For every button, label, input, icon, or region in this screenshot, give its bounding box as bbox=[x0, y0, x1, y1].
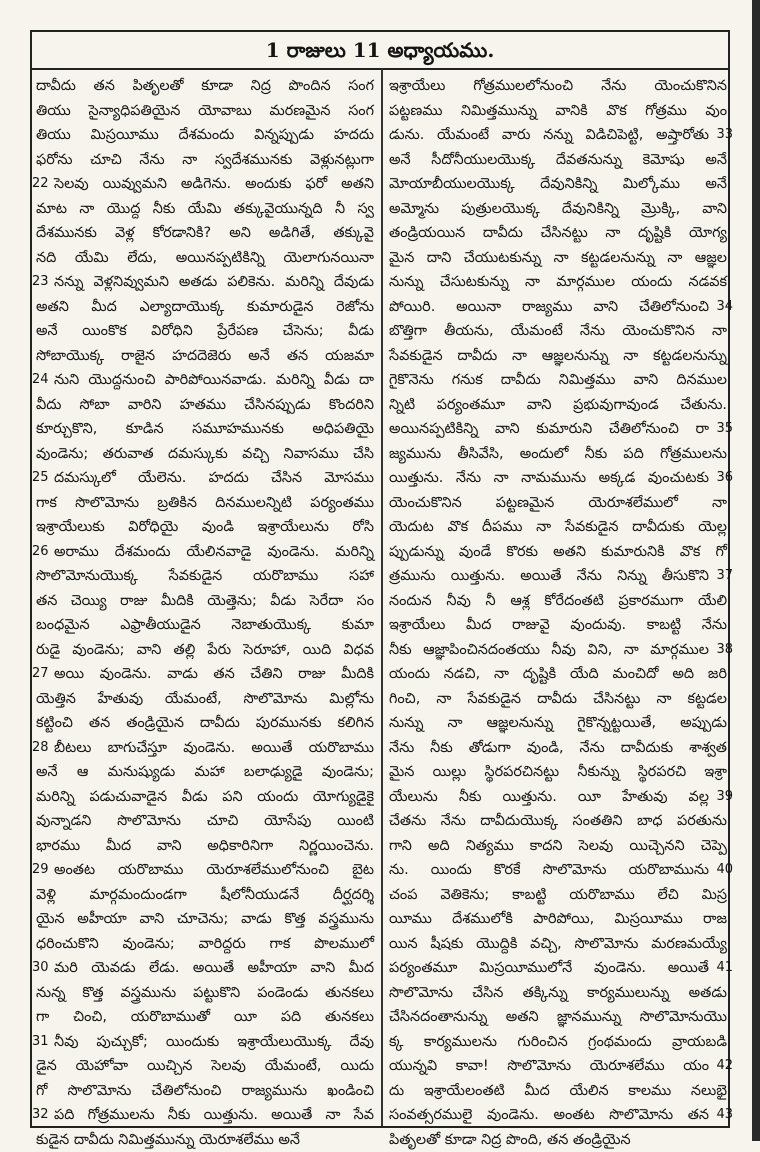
line-text: జ్యమును తీసివేసి, అందులో నీకు పది గోత్రములను bbox=[389, 442, 727, 467]
verse-number: 42 bbox=[716, 1054, 733, 1079]
text-line bbox=[36, 270, 374, 295]
verse-number: 37 bbox=[716, 564, 733, 589]
text-line bbox=[389, 393, 727, 418]
line-text: నీవు పుచ్చుకో; యిందుకు ఇశ్రాయేలుయొక్క దేవు bbox=[36, 1030, 374, 1055]
line-text: మైన యిల్లు స్థిరపరచినట్టు నీకున్ను స్థిరపరచి ఇశ్రా bbox=[389, 760, 727, 785]
text-line bbox=[389, 344, 727, 369]
verse-number: 30 bbox=[32, 956, 49, 981]
line-text: బంధమైన ఎఫ్రాతీయుడైన నెబాతుయొక్క కుమా bbox=[36, 613, 374, 638]
text-line bbox=[36, 736, 374, 761]
line-text: గైకొనెను గనుక దావీదు నిమిత్తము వాని దినముల bbox=[389, 368, 727, 393]
text-line bbox=[36, 74, 374, 99]
line-text: నీకు ఆజ్ఞాపించినదంతయు నీవు విని, నా మార్గముల bbox=[389, 638, 709, 663]
text-line bbox=[389, 148, 727, 173]
text-line bbox=[36, 417, 374, 442]
line-text: నన్ను వెళ్లనివ్వుమని అతడు పలికెను. మరిన్ని దేవుడు bbox=[36, 270, 374, 295]
text-line bbox=[36, 858, 374, 883]
line-text: మాట నా యొద్ద నీకు యేమి తక్కువైయున్నది నీ స్వ bbox=[36, 197, 374, 222]
text-line bbox=[36, 981, 374, 1006]
line-text: అనే ఆ మనుష్యుడు మహా బలాఢ్యుడై వుండెను; bbox=[36, 760, 374, 785]
text-line bbox=[36, 932, 374, 957]
line-text: మైన దాని చేయుటకున్ను నా కట్టడలనున్ను నా ఆజ్ఞల bbox=[389, 246, 727, 271]
text-line bbox=[389, 1128, 727, 1152]
line-text: త్రమును యిత్తును. అయితే నేను నిన్ను తీసుకొని bbox=[389, 564, 709, 589]
text-line bbox=[36, 99, 374, 124]
line-text: ను. యిందు కొరకే సొలొమోను యరొబామును bbox=[389, 858, 709, 883]
text-line bbox=[389, 956, 727, 981]
verse-number: 41 bbox=[716, 956, 733, 981]
line-text: సొలొమోనుయొక్క సేవకుడైన యరొబాము సహా bbox=[36, 564, 374, 589]
text-line bbox=[36, 785, 374, 810]
line-text: ప్పుడున్ను వుండే కొరకు అతని కుమారునికి వొక గో bbox=[389, 540, 727, 565]
line-text: డును. యేమంటే వారు నన్ను విడిచిపెట్టి, అష్తారోతు bbox=[389, 123, 709, 148]
line-text: మోయాబీయులయొక్క దేవునికిన్ని మిల్కోము అనే bbox=[389, 172, 727, 197]
verse-number: 24 bbox=[32, 368, 49, 393]
text-line bbox=[36, 246, 374, 271]
verse-number: 25 bbox=[32, 466, 49, 491]
line-text: వీదు సోబా వారిని హతము చేసినప్పుడు కొందరిని bbox=[36, 393, 374, 418]
verse-number: 35 bbox=[716, 417, 733, 442]
line-text: కట్టించి తన తండ్రియైన దావీదు పురమునకు కలిగిన bbox=[36, 711, 374, 736]
text-line bbox=[36, 638, 374, 663]
text-line bbox=[36, 295, 374, 320]
line-text: యైన అహీయా వాని చూచెను; వాడు కొత్త వస్త్రమును bbox=[36, 907, 374, 932]
line-text: డైన యెహోవా యిచ్చిన సెలవు యేమంటే, యిదు bbox=[36, 1054, 374, 1079]
verse-number: 34 bbox=[716, 295, 733, 320]
line-text: అనే సీదోనీయులయొక్క దేవతనున్ను కెమోషు అనే bbox=[389, 148, 727, 173]
line-text: అంతట యరొబాము యెరూశలేములోనుంచి బైట bbox=[36, 858, 374, 883]
text-line bbox=[389, 1079, 727, 1104]
text-line bbox=[36, 491, 374, 516]
line-text: నున్ను నా ఆజ్ఞలనున్ను గైకొన్నట్టయితే, అప్పుడు bbox=[389, 711, 727, 736]
line-text: యేలును నీకు యిత్తును. యీ హేతువు వల్ల bbox=[389, 785, 709, 810]
line-text: అరాము దేశమందు యేలినవాడై వుండెను. మరిన్ని bbox=[36, 540, 374, 565]
text-line bbox=[36, 564, 374, 589]
line-text: కూర్చుకొని, కూడిన సమూహమునకు అధిపతియై bbox=[36, 417, 374, 442]
text-line bbox=[36, 809, 374, 834]
line-text: పది గోత్రములను నీకు యిత్తును. అయితే నా సేవ bbox=[36, 1103, 374, 1128]
text-line bbox=[389, 760, 727, 785]
text-line bbox=[389, 1054, 727, 1079]
text-line bbox=[389, 221, 727, 246]
right-text-column bbox=[389, 74, 727, 1152]
text-line bbox=[389, 442, 727, 467]
line-text: భారము మీద వాని అధికారినిగా నిర్ణయించెను. bbox=[36, 834, 374, 859]
line-text: సేవకుడైన దావీదు నా ఆజ్ఞలనున్ను నా కట్టడలనున్ను bbox=[389, 344, 727, 369]
text-line bbox=[389, 858, 727, 883]
verse-number: 27 bbox=[32, 662, 49, 687]
text-line bbox=[36, 1030, 374, 1055]
text-line bbox=[389, 1030, 727, 1055]
line-text: తన చెయ్యి రాజు మీదికి యెత్తెను; వీడు సెరేదా సం bbox=[36, 589, 374, 614]
text-line bbox=[36, 172, 374, 197]
verse-number: 36 bbox=[716, 466, 733, 491]
line-text: సోబాయొక్క రాజైన హదదెజెరు అనే తన యజమా bbox=[36, 344, 374, 369]
text-line bbox=[36, 442, 374, 467]
line-text: యెత్తిన హేతువు యేమంటే, సొలొమోను మిల్లోను bbox=[36, 687, 374, 712]
text-line bbox=[36, 687, 374, 712]
line-text: దమస్కులో యేలెను. హదదు చేసిన మోసము bbox=[36, 466, 374, 491]
line-text: దేశమునకు వెళ్ల కోరడానికి? అని అడిగితే, తక్కువై bbox=[36, 221, 374, 246]
text-line bbox=[36, 711, 374, 736]
text-line bbox=[389, 883, 727, 908]
verse-number: 31 bbox=[32, 1030, 49, 1055]
line-text: తియు మిస్రయీము దేశమందు విన్నప్పుడు హదదు bbox=[36, 123, 374, 148]
text-line bbox=[36, 123, 374, 148]
line-text: తియు సైన్యాధిపతియైన యోవాబు మరణమైన సంగ bbox=[36, 99, 374, 124]
line-text: పర్యంతమూ మిస్రయీములోనే వుండెను. అయితే bbox=[389, 956, 709, 981]
text-line bbox=[389, 711, 727, 736]
line-text: నందున నీవు నీ ఆశ్ల కోరేదంతటి ప్రకారముగా యేలి bbox=[389, 589, 727, 614]
line-text: సంవత్సరములై వుండెను. అంతట సొలొమోను తన bbox=[389, 1103, 709, 1128]
text-line bbox=[389, 613, 727, 638]
text-line bbox=[36, 540, 374, 565]
line-text: యెంచుకొనిన పట్టణమైన యెరూశలేములో నా bbox=[389, 491, 727, 516]
line-text: యిత్తును. నేను నా నామమును అక్కడ వుంచుటకు bbox=[389, 466, 709, 491]
text-line bbox=[389, 270, 727, 295]
line-text: నుని యొద్దనుంచి పారిపోయినవాడు. మరిన్ని వీడు దా bbox=[36, 368, 374, 393]
line-text: బీటలు బాగుచేస్తూ వుండెను. అయితే యరొబాము bbox=[36, 736, 374, 761]
text-line bbox=[389, 687, 727, 712]
verse-number: 28 bbox=[32, 736, 49, 761]
line-text: నేను నీకు తోడుగా వుండి, నేను దావీదుకు శాశ్వత bbox=[389, 736, 727, 761]
text-line bbox=[36, 1005, 374, 1030]
text-line bbox=[389, 1005, 727, 1030]
text-line bbox=[389, 907, 727, 932]
line-text: అనే యింకొక విరోధిని ప్రేరేపణ చేసెను; వీడు bbox=[36, 319, 374, 344]
text-line bbox=[36, 1079, 374, 1104]
text-line bbox=[389, 638, 727, 663]
verse-number: 22 bbox=[32, 172, 49, 197]
line-text: చంప వెతికెను; కాబట్టి యరొబాము లేచి మిస్ర bbox=[389, 883, 727, 908]
line-text: యున్నవి కావా! సొలొమోను యెరూశలేము యం bbox=[389, 1054, 709, 1079]
line-text: అయి వుండెను. వాడు తన చేతిని రాజు మీదికి bbox=[36, 662, 374, 687]
text-line bbox=[389, 834, 727, 859]
text-line bbox=[389, 736, 727, 761]
text-line bbox=[389, 295, 727, 320]
text-line bbox=[389, 515, 727, 540]
verse-number: 39 bbox=[716, 785, 733, 810]
line-text: సొలొమోను చేసిన తక్కిన్ను కార్యములున్ను అతడు bbox=[389, 981, 727, 1006]
text-line bbox=[389, 246, 727, 271]
line-text: ఫరోను చూచి నేను నా స్వదేశమునకు వెళ్లునట్లుగా bbox=[36, 148, 374, 173]
text-line bbox=[36, 1128, 374, 1152]
line-text: గాని అది నిత్యము కాదని సెలవు యిచ్చెనని చెప్పె bbox=[389, 834, 727, 859]
text-line bbox=[389, 981, 727, 1006]
line-text: రుడై వుండెను; వాని తల్లి పేరు సెరూహా, యిది విధవ bbox=[36, 638, 374, 663]
verse-number: 26 bbox=[32, 540, 49, 565]
text-line bbox=[389, 540, 727, 565]
chapter-header: 1 రాజులు 11 అధ్యాయము. bbox=[32, 32, 728, 70]
text-line bbox=[36, 319, 374, 344]
text-line bbox=[389, 662, 727, 687]
text-line bbox=[36, 883, 374, 908]
line-text: గా చించి, యరొబాముతో యీ పది తునకలు bbox=[36, 1005, 374, 1030]
text-line bbox=[36, 368, 374, 393]
line-text: నది యేమి లేదు, అయినప్పటికిన్ని యెలాగునయినా bbox=[36, 246, 374, 271]
text-line bbox=[389, 99, 727, 124]
line-text: దావీదు తన పితృలతో కూడా నిద్ర పొందిన సంగ bbox=[36, 74, 374, 99]
text-line bbox=[389, 809, 727, 834]
line-text: మరి యెవడు లేడు. అయితే అహీయా వాని మీద bbox=[36, 956, 374, 981]
line-text: వుండెను; తరువాత దమస్కుకు వచ్చి నివాసము చేసి bbox=[36, 442, 374, 467]
text-line bbox=[36, 760, 374, 785]
line-text: కుడైన దావీదు నిమిత్తమున్ను యెరూశలేము అనే bbox=[36, 1128, 374, 1152]
verse-number: 38 bbox=[716, 638, 733, 663]
line-text: యందు నడచి, నా దృష్టికి యేది మంచిదో అది జరి bbox=[389, 662, 727, 687]
page-frame bbox=[30, 30, 730, 1128]
text-line bbox=[36, 221, 374, 246]
line-text: గాక సొలొమోను బ్రతికిన దినములన్నిటి పర్యంతము bbox=[36, 491, 374, 516]
text-line bbox=[36, 662, 374, 687]
text-line bbox=[389, 417, 727, 442]
line-text: క్క కార్యములను గురించిన గ్రంథమందు వ్రాయబడి bbox=[389, 1030, 727, 1055]
line-text: చేతను నేను దావీదుయొక్క సంతతిని బాధ పరతును bbox=[389, 809, 727, 834]
text-line bbox=[36, 613, 374, 638]
line-text: వెళ్లి మార్గమందుండగా షీలోనీయుడనే దీర్ఘదర్శి bbox=[36, 883, 374, 908]
line-text: నున్న కొత్త వస్త్రమును పట్టుకొని పండెండు తునకలు bbox=[36, 981, 374, 1006]
text-line bbox=[389, 319, 727, 344]
line-text: ఇశ్రాయేలు గోత్రములలోనుంచి నేను యెంచుకొనిన bbox=[389, 74, 727, 99]
line-text: ఇశ్రాయేలు మీద రాజువై వుందువు. కాబట్టి నేను bbox=[389, 613, 727, 638]
line-text: సెలవు యివ్వుమని అడిగెను. అందుకు ఫరో అతని bbox=[36, 172, 374, 197]
line-text: న్నిటి పర్యంతమూ వాని ప్రభువుగావుండ చేతును. bbox=[389, 393, 727, 418]
text-line bbox=[36, 956, 374, 981]
line-text: ఇశ్రాయేలుకు విరోధియై వుండి ఇశ్రాయేలును రోసి bbox=[36, 515, 374, 540]
verse-number: 32 bbox=[32, 1103, 49, 1128]
text-line bbox=[389, 368, 727, 393]
line-text: వున్నాడని సొలొమోను చూచి యోసేపు యింటి bbox=[36, 809, 374, 834]
text-line bbox=[36, 589, 374, 614]
text-line bbox=[389, 491, 727, 516]
page-edge-shadow bbox=[752, 0, 760, 1141]
text-line bbox=[36, 393, 374, 418]
verse-number: 43 bbox=[716, 1103, 733, 1128]
line-text: ధరించుకొని వుండెను; వారిద్దరు గాక పొలములో bbox=[36, 932, 374, 957]
text-line bbox=[389, 564, 727, 589]
text-line bbox=[389, 785, 727, 810]
text-line bbox=[389, 932, 727, 957]
text-line bbox=[389, 172, 727, 197]
line-text: అయినప్పటికిన్ని వాని కుమారుని చేతిలోనుంచి రా bbox=[389, 417, 709, 442]
line-text: యిన షీషకు యొద్దికి వచ్చి, సొలొమోను మరణమయ్యే bbox=[389, 932, 727, 957]
text-line bbox=[36, 1054, 374, 1079]
line-text: చేసినదంతానున్ను అతని జ్ఞానమున్ను సొలొమోనుయొ bbox=[389, 1005, 727, 1030]
text-line bbox=[389, 197, 727, 222]
text-line bbox=[36, 834, 374, 859]
verse-number: 33 bbox=[716, 123, 733, 148]
text-line bbox=[36, 148, 374, 173]
line-text: పట్టణము నిమిత్తమున్ను వానికి వొక గోత్రము వుం bbox=[389, 99, 727, 124]
text-line bbox=[36, 1103, 374, 1128]
line-text: అమ్మోను పుత్రులయొక్క దేవునికిన్ని మ్రొక్కి, వాని bbox=[389, 197, 727, 222]
text-line bbox=[36, 344, 374, 369]
line-text: పితృలతో కూడా నిద్ర పొంది, తన తండ్రియైన bbox=[389, 1128, 727, 1152]
line-text: పోయిరి. అయినా రాజ్యము వాని చేతిలోనుంచి bbox=[389, 295, 709, 320]
text-line bbox=[389, 1103, 727, 1128]
text-line bbox=[36, 197, 374, 222]
text-line bbox=[389, 589, 727, 614]
line-text: గో సొలొమోను చేతిలోనుంచి రాజ్యమును ఖండించి bbox=[36, 1079, 374, 1104]
text-line bbox=[36, 466, 374, 491]
line-text: నున్ను చేసుటకున్ను నా మార్గముల యందు నడవక bbox=[389, 270, 727, 295]
line-text: యెదుట వొక దీపము నా సేవకుడైన దావీదుకు యెల్ల bbox=[389, 515, 727, 540]
column-divider bbox=[381, 68, 383, 1126]
line-text: దు ఇశ్రాయేలంతటి మీద యేలిన కాలము నలుభై bbox=[389, 1079, 727, 1104]
line-text: మరిన్ని పడుచువాడైన వీడు పని యందు యోగ్యుడైకై bbox=[36, 785, 374, 810]
text-line bbox=[389, 74, 727, 99]
line-text: బొత్తిగా తీయను, యేమంటే నేను యెంచుకొనిన నా bbox=[389, 319, 727, 344]
verse-number: 29 bbox=[32, 858, 49, 883]
text-line bbox=[389, 466, 727, 491]
verse-number: 40 bbox=[716, 858, 733, 883]
text-line bbox=[36, 515, 374, 540]
line-text: యీము దేశములోకి పారిపోయి, మిస్రయీము రాజ bbox=[389, 907, 727, 932]
text-line bbox=[389, 123, 727, 148]
line-text: తండ్రియయిన దావీదు చేసినట్టు నా దృష్టికి యోగ్య bbox=[389, 221, 727, 246]
verse-number: 23 bbox=[32, 270, 49, 295]
line-text: గించి, నా సేవకుడైన దావీదు చేసినట్టు నా కట్టడల bbox=[389, 687, 727, 712]
text-line bbox=[36, 907, 374, 932]
line-text: అతని మీద ఎల్యాదాయొక్క కుమారుడైన రెజోను bbox=[36, 295, 374, 320]
left-text-column bbox=[36, 74, 374, 1152]
